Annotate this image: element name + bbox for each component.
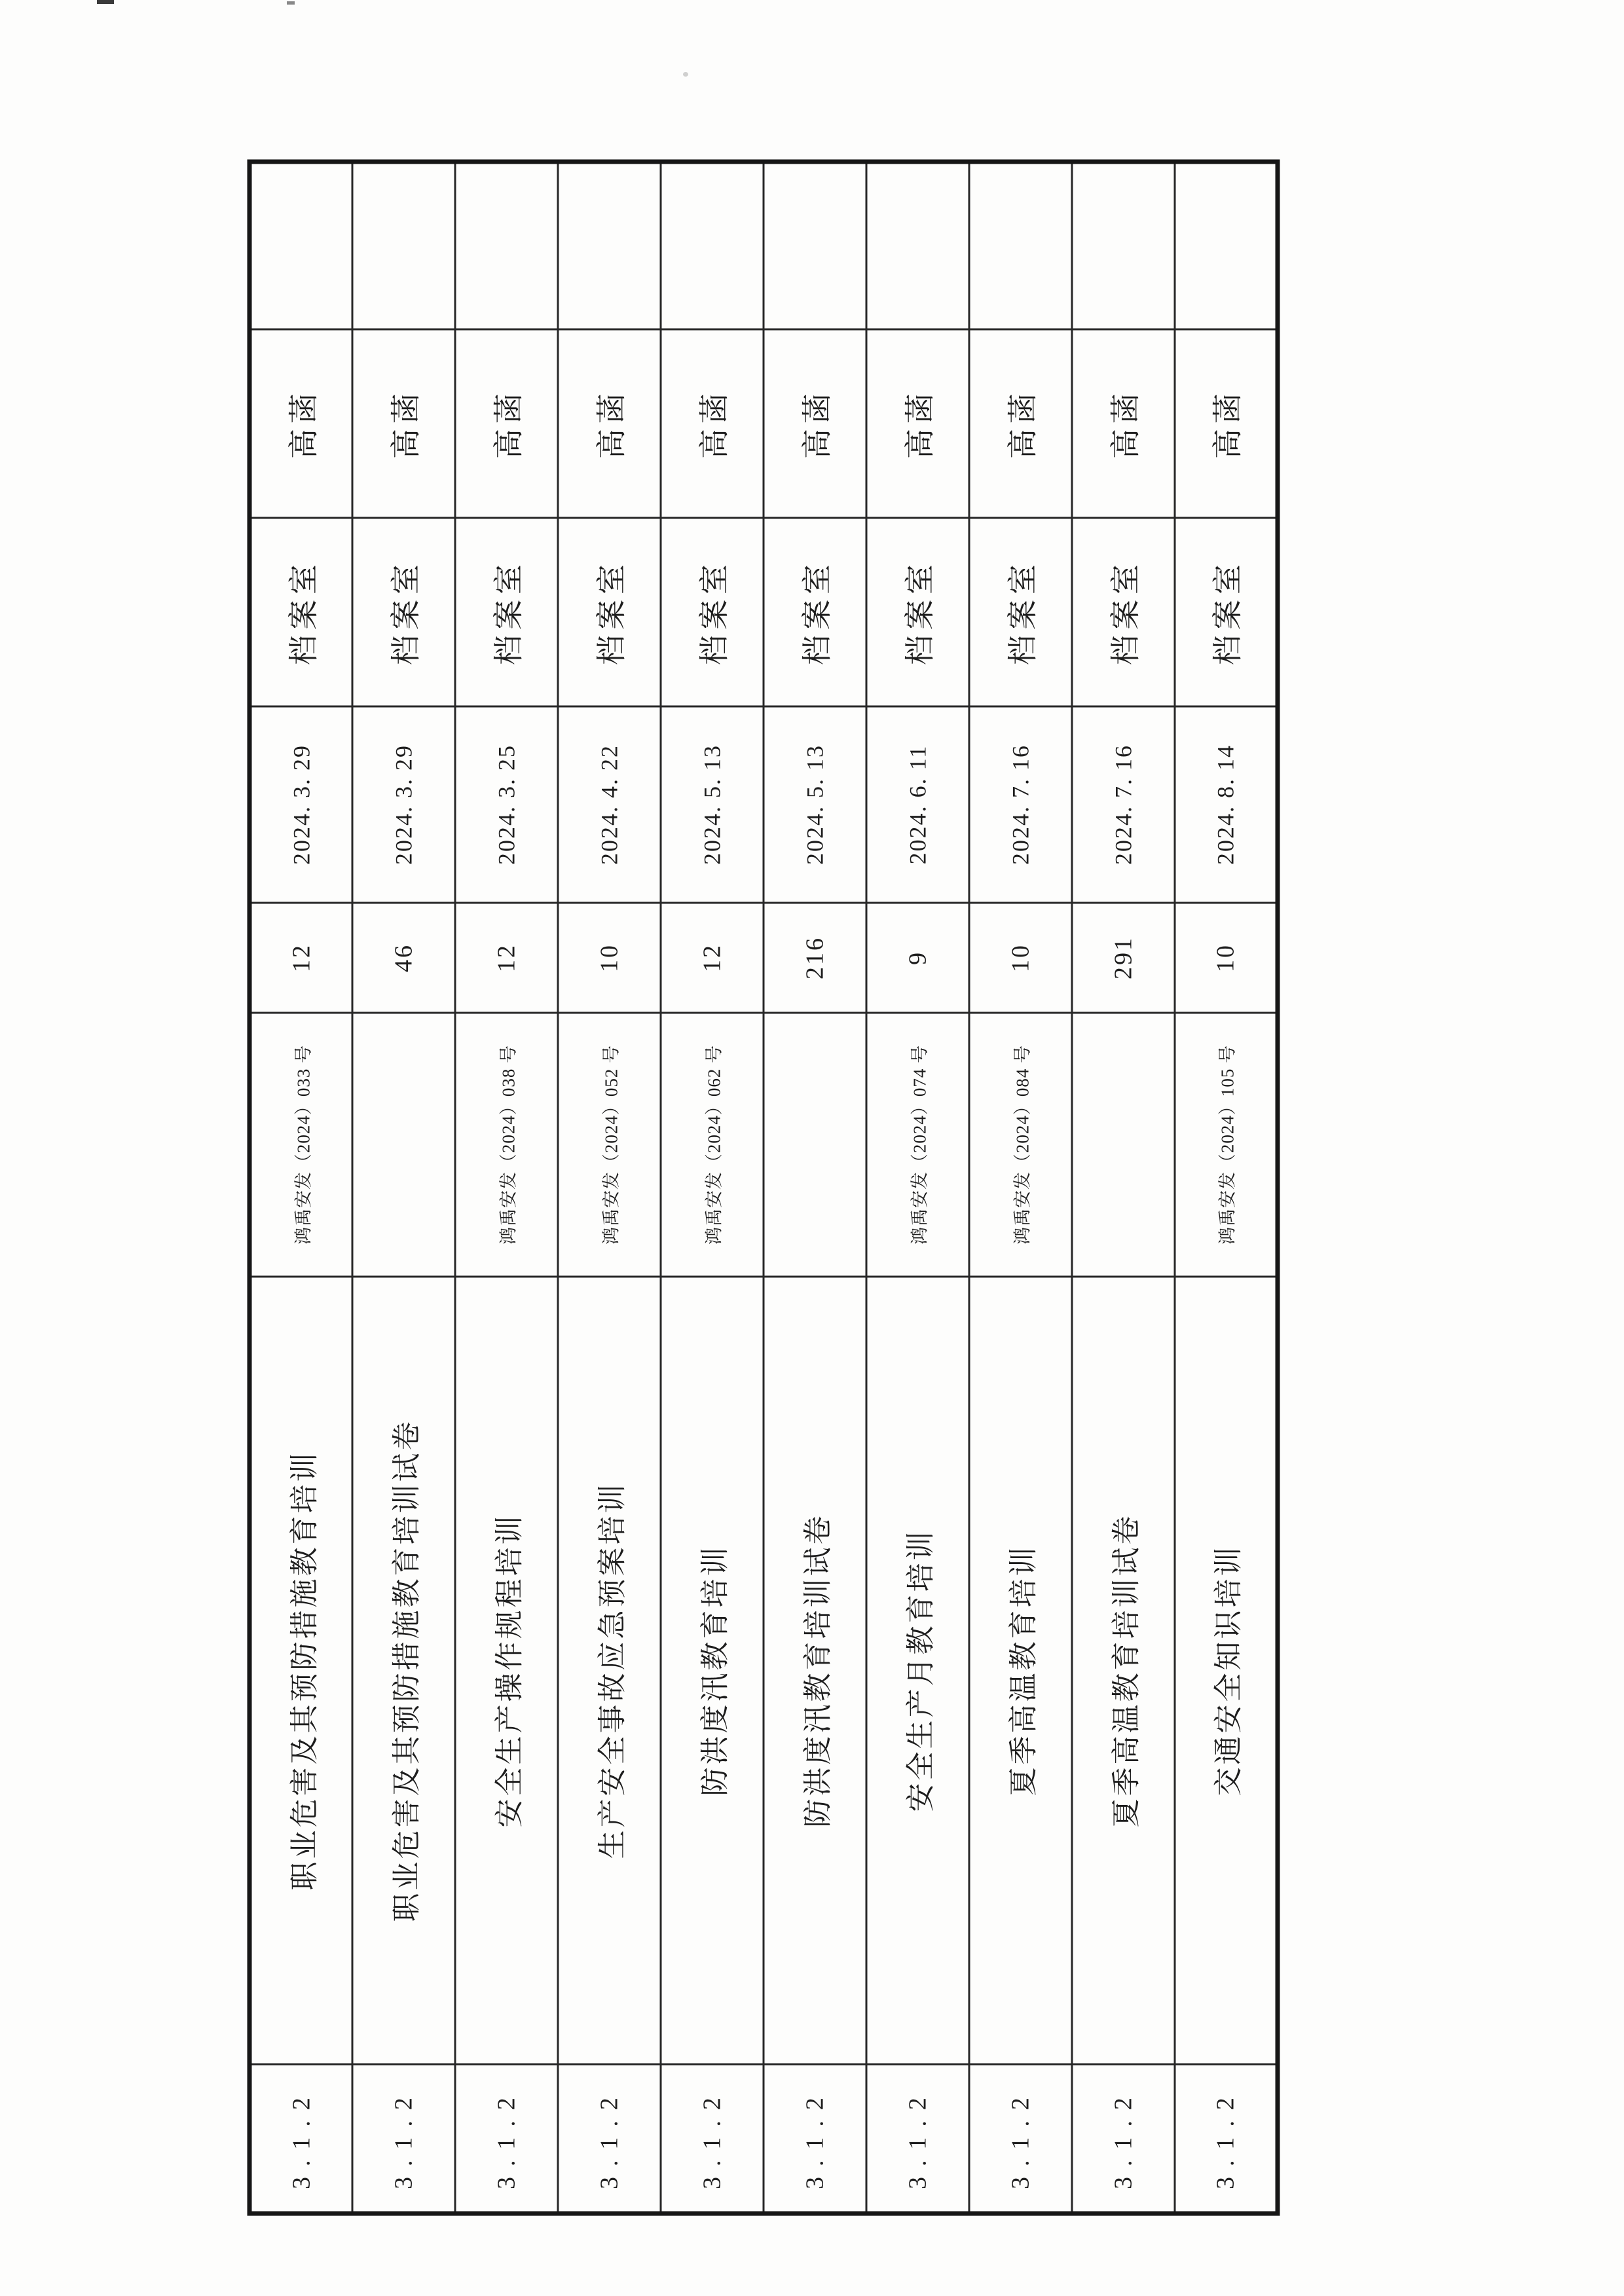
cell-handler-name: 高菡 (249, 329, 352, 518)
cell-remark (969, 162, 1072, 329)
cell-document-number: 鸿禹安发（2024）105 号 (1175, 1013, 1278, 1277)
cell-remark (352, 162, 455, 329)
table-row (866, 162, 969, 2214)
cell-document-number: 鸿禹安发（2024）074 号 (866, 1013, 969, 1277)
cell-document-number (764, 1013, 866, 1277)
cell-storage-location: 档案室 (764, 518, 866, 706)
cell-item-number: 3.1.2 (249, 2064, 352, 2214)
cell-file-title: 夏季高温教育培训 (969, 1277, 1072, 2064)
cell-handler-name: 高菡 (661, 329, 764, 518)
cell-document-number (352, 1013, 455, 1277)
cell-file-title: 职业危害及其预防措施教育培训 (249, 1277, 352, 2064)
cell-date: 2024. 3. 29 (352, 706, 455, 903)
cell-handler-name: 高菡 (352, 329, 455, 518)
cell-remark (661, 162, 764, 329)
cell-document-number (1072, 1013, 1175, 1277)
cell-remark (558, 162, 661, 329)
cell-remark (249, 162, 352, 329)
cell-storage-location: 档案室 (969, 518, 1072, 706)
cell-document-number: 鸿禹安发（2024）084 号 (969, 1013, 1072, 1277)
scan-edge-mark (287, 1, 295, 5)
cell-file-title: 交通安全知识培训 (1175, 1277, 1278, 2064)
cell-handler-name: 高菡 (1072, 329, 1175, 518)
cell-storage-location: 档案室 (352, 518, 455, 706)
cell-document-number: 鸿禹安发（2024）033 号 (249, 1013, 352, 1277)
cell-remark (1175, 162, 1278, 329)
cell-date: 2024. 4. 22 (558, 706, 661, 903)
cell-date: 2024. 7. 16 (1072, 706, 1175, 903)
cell-storage-location: 档案室 (455, 518, 558, 706)
cell-handler-name: 高菡 (866, 329, 969, 518)
cell-page-count: 10 (558, 903, 661, 1013)
cell-page-count: 12 (661, 903, 764, 1013)
cell-file-title: 防洪度汛教育培训试卷 (764, 1277, 866, 2064)
cell-item-number: 3.1.2 (1175, 2064, 1278, 2214)
cell-item-number: 3.1.2 (558, 2064, 661, 2214)
cell-page-count: 10 (969, 903, 1072, 1013)
cell-file-title: 职业危害及其预防措施教育培训试卷 (352, 1277, 455, 2064)
cell-handler-name: 高菡 (558, 329, 661, 518)
cell-item-number: 3.1.2 (352, 2064, 455, 2214)
cell-document-number: 鸿禹安发（2024）038 号 (455, 1013, 558, 1277)
table-row (969, 162, 1072, 2214)
cell-file-title: 防洪度汛教育培训 (661, 1277, 764, 2064)
cell-document-number: 鸿禹安发（2024）052 号 (558, 1013, 661, 1277)
cell-date: 2024. 5. 13 (764, 706, 866, 903)
table-row (455, 162, 558, 2214)
cell-page-count: 12 (249, 903, 352, 1013)
cell-date: 2024. 3. 25 (455, 706, 558, 903)
table-row (1072, 162, 1175, 2214)
cell-item-number: 3.1.2 (661, 2064, 764, 2214)
table-row (661, 162, 764, 2214)
cell-page-count: 291 (1072, 903, 1175, 1013)
rotated-table-container (248, 164, 1276, 2216)
cell-storage-location: 档案室 (1072, 518, 1175, 706)
cell-remark (866, 162, 969, 329)
cell-document-number: 鸿禹安发（2024）062 号 (661, 1013, 764, 1277)
cell-item-number: 3.1.2 (969, 2064, 1072, 2214)
cell-file-title: 生产安全事故应急预案培训 (558, 1277, 661, 2064)
cell-storage-location: 档案室 (866, 518, 969, 706)
cell-storage-location: 档案室 (1175, 518, 1278, 706)
cell-remark (455, 162, 558, 329)
cell-page-count: 9 (866, 903, 969, 1013)
cell-file-title: 安全生产操作规程培训 (455, 1277, 558, 2064)
cell-page-count: 12 (455, 903, 558, 1013)
cell-file-title: 夏季高温教育培训试卷 (1072, 1277, 1175, 2064)
cell-remark (764, 162, 866, 329)
cell-page-count: 46 (352, 903, 455, 1013)
cell-handler-name: 高菡 (764, 329, 866, 518)
scan-edge-mark (97, 0, 114, 4)
cell-storage-location: 档案室 (249, 518, 352, 706)
table-row (764, 162, 866, 2214)
cell-file-title: 安全生产月教育培训 (866, 1277, 969, 2064)
records-table (248, 160, 1280, 2216)
table-row (558, 162, 661, 2214)
cell-storage-location: 档案室 (558, 518, 661, 706)
cell-item-number: 3.1.2 (455, 2064, 558, 2214)
cell-storage-location: 档案室 (661, 518, 764, 706)
cell-remark (1072, 162, 1175, 329)
cell-date: 2024. 8. 14 (1175, 706, 1278, 903)
cell-page-count: 10 (1175, 903, 1278, 1013)
cell-date: 2024. 5. 13 (661, 706, 764, 903)
cell-item-number: 3.1.2 (866, 2064, 969, 2214)
table-row (249, 162, 352, 2214)
cell-item-number: 3.1.2 (1072, 2064, 1175, 2214)
cell-handler-name: 高菡 (455, 329, 558, 518)
cell-handler-name: 高菡 (1175, 329, 1278, 518)
cell-item-number: 3.1.2 (764, 2064, 866, 2214)
table-row (1175, 162, 1278, 2214)
cell-date: 2024. 3. 29 (249, 706, 352, 903)
cell-date: 2024. 6. 11 (866, 706, 969, 903)
scan-speck (683, 72, 688, 77)
cell-handler-name: 高菡 (969, 329, 1072, 518)
cell-date: 2024. 7. 16 (969, 706, 1072, 903)
table-row (352, 162, 455, 2214)
cell-page-count: 216 (764, 903, 866, 1013)
